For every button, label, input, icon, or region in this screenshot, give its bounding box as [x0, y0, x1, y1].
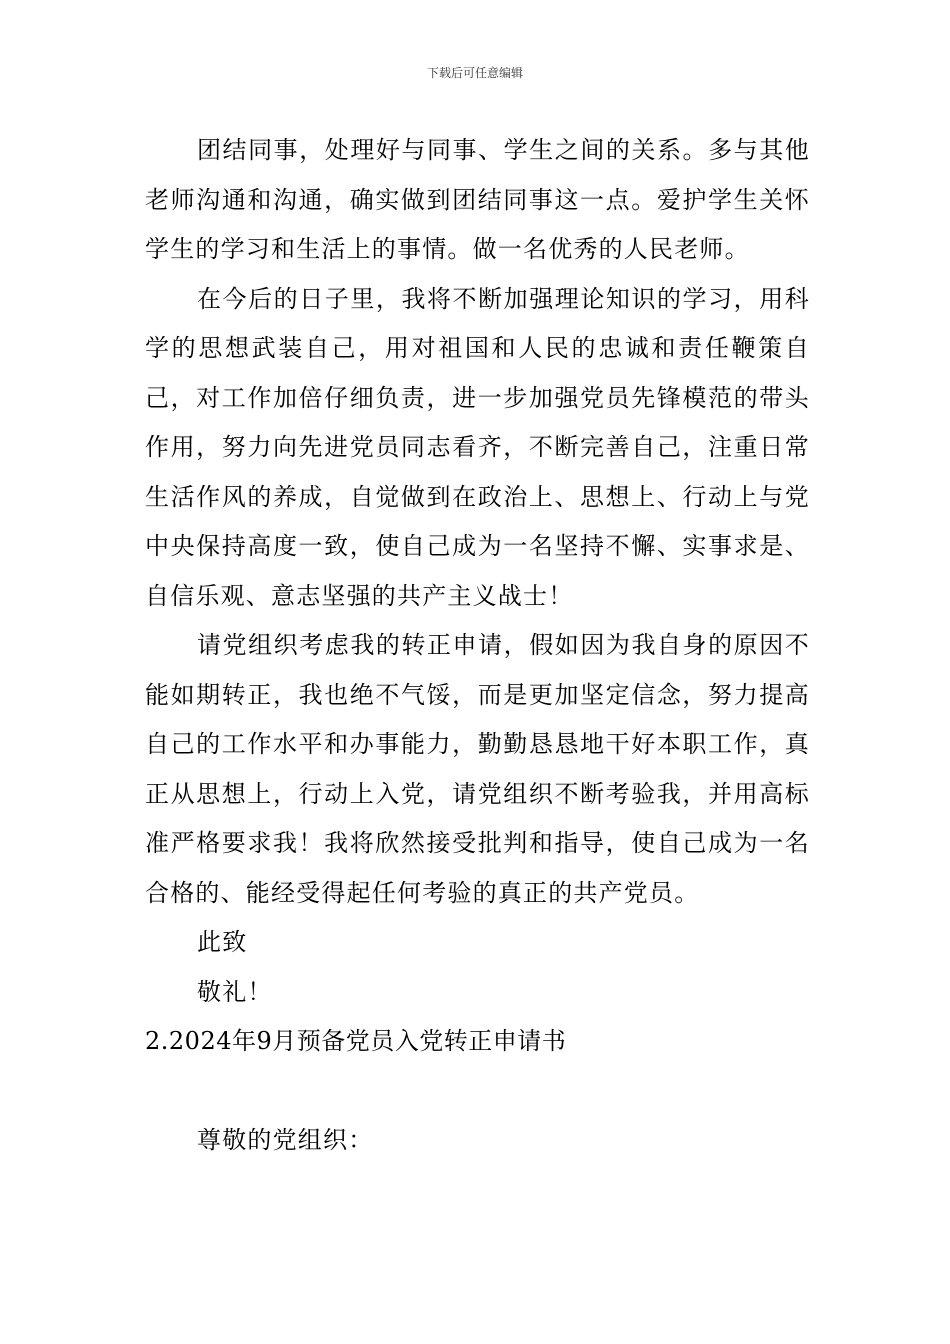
paragraph-3: 请党组织考虑我的转正申请，假如因为我自身的原因不能如期转正，我也绝不气馁，而是更加坚定信念，努力提高自己的工作水平和办事能力，勤勤恳恳地干好本职工作，真正从思想上，行动上入党，请党组织不断考验我，并用高标准严格要求我！我将欣然接受批判和指导，使自己成为一名合格的、能经受得起任何考验的真正的共产党员。 — [145, 631, 810, 907]
closing-line-2: 敬礼！ — [197, 977, 273, 1006]
blank-line — [145, 1067, 810, 1117]
salutation: 尊敬的党组织： — [197, 1126, 374, 1154]
document-body — [145, 126, 810, 1166]
paragraph-2: 在今后的日子里，我将不断加强理论知识的学习，用科学的思想武装自己，用对祖国和人民的忠诚和责任鞭策自己，对工作加倍仔细负责，进一步加强党员先锋模范的带头作用，努力向先进党员同志看齐，不断完善自己，注重日常生活作风的养成，自觉做到在政治上、思想上、行动上与党中央保持高度一致，使自己成为一名坚持不懈、实事求是、自信乐观、意志坚强的共产主义战士！ — [145, 284, 810, 610]
page-header: 下载后可任意编辑 — [426, 66, 523, 80]
paragraph-1: 团结同事，处理好与同事、学生之间的关系。多与其他老师沟通和沟通，确实做到团结同事这一点。爱护学生关怀学生的学习和生活上的事情。做一名优秀的人民老师。 — [145, 136, 810, 263]
closing-line-1: 此致 — [197, 928, 248, 956]
section-title: 2.2024年9月预备党员入党转正申请书 — [145, 1027, 567, 1055]
